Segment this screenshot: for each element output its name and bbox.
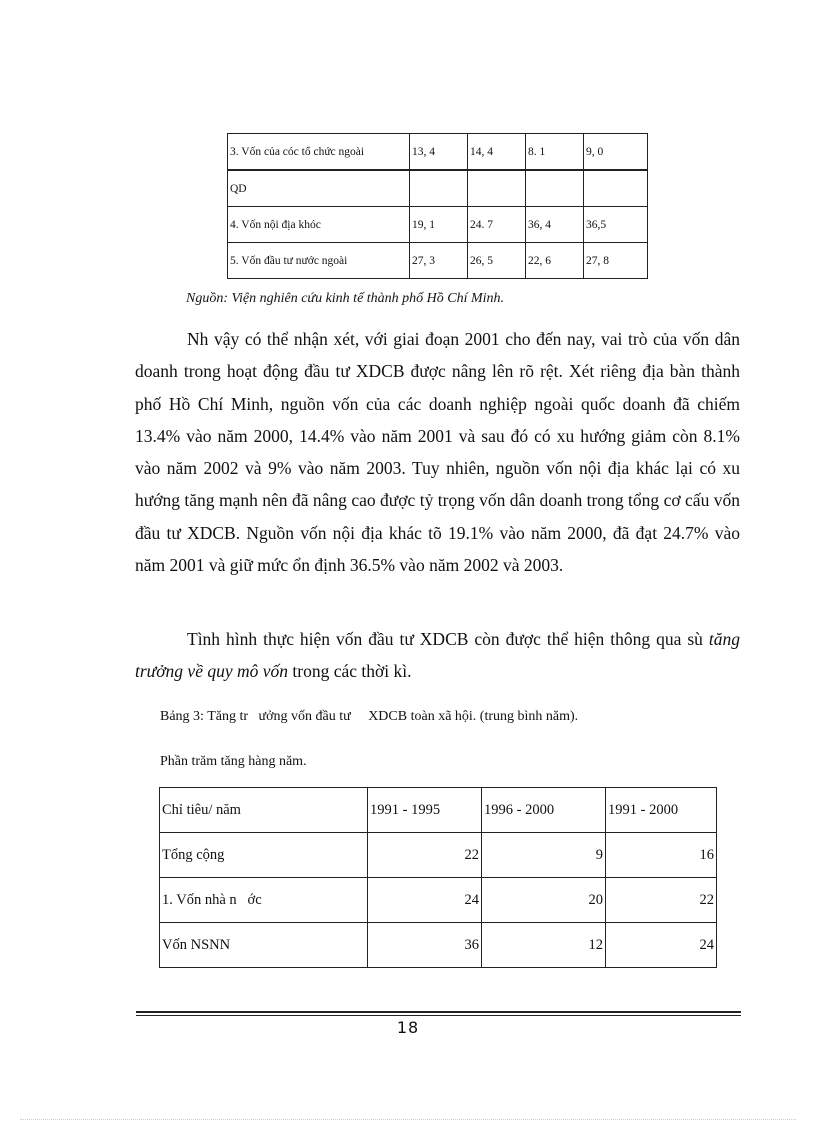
table-cell: 14, 4 <box>468 134 526 171</box>
paragraph-scale-growth <box>135 623 740 688</box>
table-cell <box>584 170 648 207</box>
page-bottom-border <box>20 1119 796 1120</box>
table-cell: 36,5 <box>584 207 648 243</box>
table-cell: 22, 6 <box>526 243 584 279</box>
paragraph-analysis <box>135 323 740 581</box>
table-cell: Vốn NSNN <box>160 923 368 968</box>
paragraph-lead: Nh <box>187 329 209 349</box>
table-row <box>228 134 648 171</box>
table-row <box>160 878 717 923</box>
table-cell: 22 <box>606 878 717 923</box>
table-funding-share <box>227 133 648 279</box>
table-growth <box>159 787 717 968</box>
table-cell: 24 <box>606 923 717 968</box>
table-row <box>160 923 717 968</box>
table-unit-note: Phần trăm tăng hàng năm. <box>160 754 307 769</box>
table-cell: 22 <box>368 833 482 878</box>
table-cell <box>526 170 584 207</box>
table-cell: 27, 3 <box>410 243 468 279</box>
table-cell: Tổng cộng <box>160 833 368 878</box>
footer-rule-thin <box>136 1015 741 1016</box>
paragraph-body: vậy có thể nhận xét, với giai đoạn 2001 cho đến nay, vai trò của vốn dân doanh trong hoạt động đầu tư XDCB được nâng lên rõ rệt. Xét riêng địa bàn thành phố Hồ Chí Minh, nguồn vốn của các doanh nghiệp ngoài quốc doanh đã chiếm 13.4% vào năm 2000, 14.4% vào năm 2001 và sau đó có xu hướng giảm còn 8.1% vào năm 2002 và 9% vào năm 2003. Tuy nhiên, nguồn vốn nội địa khác lại có xu hướng tăng mạnh nên đã nâng cao được tỷ trọng vốn dân doanh trong tổng cơ cấu vốn đầu tư XDCB. Nguồn vốn nội địa khác tõ 19.1% vào năm 2000, đã đạt 24.7% vào năm 2001 và giữ mức ổn định 36.5% vào năm 2002 và 2003. <box>135 329 740 576</box>
paragraph-text-before: Tình hình thực hiện vốn đầu tư XDCB còn được thể hiện thông qua sù <box>187 629 709 649</box>
table-header-cell: Chỉ tiêu/ năm <box>160 788 368 833</box>
table-cell: 1. Vốn nhà n ớc <box>160 878 368 923</box>
table-cell: 4. Vốn nội địa khóc <box>228 207 410 243</box>
paragraph-emphasis: tăng trưởng về quy mô vốn <box>135 629 740 682</box>
page-number: 18 <box>396 1018 420 1037</box>
table-cell: 27, 8 <box>584 243 648 279</box>
table-cell: 16 <box>606 833 717 878</box>
table-cell: 24. 7 <box>468 207 526 243</box>
table-cell: 20 <box>482 878 606 923</box>
table-cell: 26, 5 <box>468 243 526 279</box>
table-cell: 3. Vốn của cóc tổ chức ngoài <box>228 134 410 171</box>
table-row <box>228 170 648 207</box>
footer-rule <box>136 1011 741 1013</box>
table-cell: 8. 1 <box>526 134 584 171</box>
table-header-cell: 1991 - 1995 <box>368 788 482 833</box>
table-row <box>228 243 648 279</box>
table-cell: 36, 4 <box>526 207 584 243</box>
paragraph-text-after: trong các thời kì. <box>288 661 412 682</box>
table-cell: 9 <box>482 833 606 878</box>
table-header-row <box>160 788 717 833</box>
source-note: Nguồn: Viện nghiên cứu kinh tế thành phố Hồ Chí Minh. <box>186 291 505 306</box>
table-cell <box>410 170 468 207</box>
table-cell: 12 <box>482 923 606 968</box>
table-cell: 19, 1 <box>410 207 468 243</box>
table-cell: 24 <box>368 878 482 923</box>
table-cell: 5. Vốn đầu tư nước ngoài <box>228 243 410 279</box>
table-cell <box>468 170 526 207</box>
table-cell: 36 <box>368 923 482 968</box>
table-header-cell: 1991 - 2000 <box>606 788 717 833</box>
table-row <box>160 833 717 878</box>
table-cell: QD <box>228 170 410 207</box>
table-row <box>228 207 648 243</box>
table-caption: Bảng 3: Tăng tr ưởng vốn đầu tư XDCB toàn xã hội. (trung bình năm). <box>160 709 579 724</box>
table-header-cell: 1996 - 2000 <box>482 788 606 833</box>
table-cell: 13, 4 <box>410 134 468 171</box>
table-cell: 9, 0 <box>584 134 648 171</box>
